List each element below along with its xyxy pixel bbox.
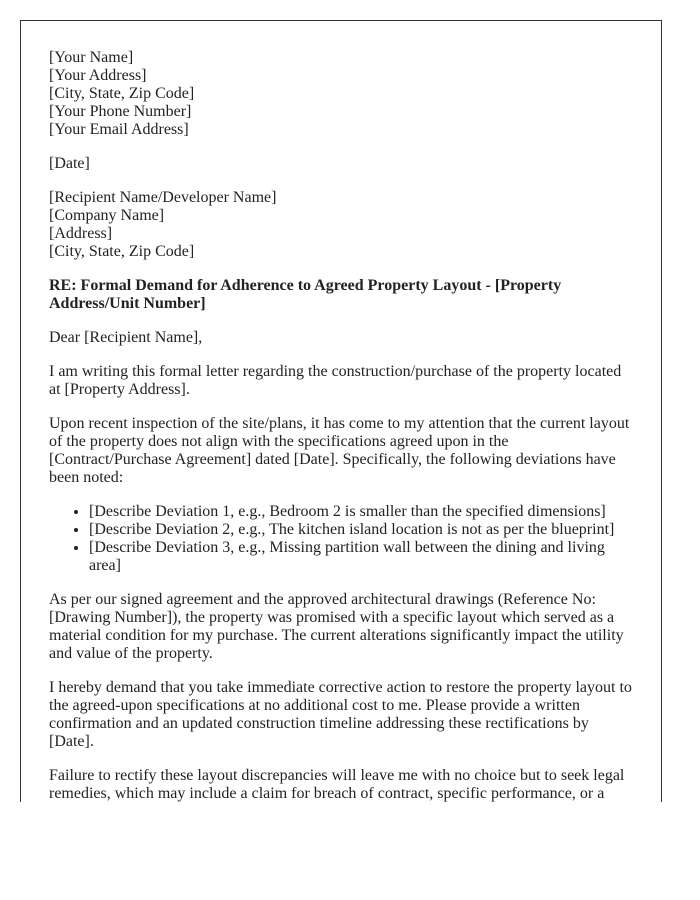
recipient-name: [Recipient Name/Developer Name] bbox=[49, 189, 277, 206]
letter-date: [Date] bbox=[49, 155, 90, 172]
deviation-item: • [Describe Deviation 2, e.g., The kitchen island location is not as per the blueprint] bbox=[89, 521, 633, 539]
recipient-address bbox=[49, 189, 633, 261]
paragraph-intro: I am writing this formal letter regarding the construction/purchase of the property located at [Property Address]. bbox=[49, 363, 622, 398]
sender-name: [Your Name] bbox=[49, 49, 134, 66]
deviation-item: • [Describe Deviation 1, e.g., Bedroom 2 is smaller than the specified dimensions] bbox=[89, 503, 633, 521]
sender-email: [Your Email Address] bbox=[49, 121, 189, 138]
paragraph-agreement: As per our signed agreement and the approved architectural drawings (Reference No: [Drawing Number]), the property was promised with a specific layout which served as a material condition for my purchase. The current alterations significantly impact the utility and value of the property. bbox=[49, 591, 624, 662]
deviation-list bbox=[49, 503, 633, 575]
recipient-street: [Address] bbox=[49, 225, 113, 242]
deviation-item: • [Describe Deviation 3, e.g., Missing partition wall between the dining and living area] bbox=[89, 539, 633, 575]
paragraph-demand: I hereby demand that you take immediate corrective action to restore the property layout to the agreed-upon specifications at no additional cost to me. Please provide a written confirmation and an updated construction timeline addressing these rectifications by [Date]. bbox=[49, 679, 632, 750]
recipient-company: [Company Name] bbox=[49, 207, 165, 224]
letter-page bbox=[20, 20, 662, 802]
sender-street: [Your Address] bbox=[49, 67, 147, 84]
paragraph-consequences: Failure to rectify these layout discrepancies will leave me with no choice but to seek legal remedies, which may include a claim for breach of contract, specific performance, or a bbox=[49, 767, 625, 802]
sender-phone: [Your Phone Number] bbox=[49, 103, 192, 120]
recipient-city: [City, State, Zip Code] bbox=[49, 243, 195, 260]
paragraph-inspection: Upon recent inspection of the site/plans, it has come to my attention that the current layout of the property does not align with the specifications agreed upon in the [Contract/Purchase Agreement] dated [Date]. Specifically, the following deviations have been noted: bbox=[49, 415, 630, 486]
sender-city: [City, State, Zip Code] bbox=[49, 85, 195, 102]
subject-line: RE: Formal Demand for Adherence to Agreed Property Layout - [Property Address/Unit Number] bbox=[49, 277, 562, 312]
salutation: Dear [Recipient Name], bbox=[49, 329, 203, 346]
sender-address bbox=[49, 49, 633, 139]
